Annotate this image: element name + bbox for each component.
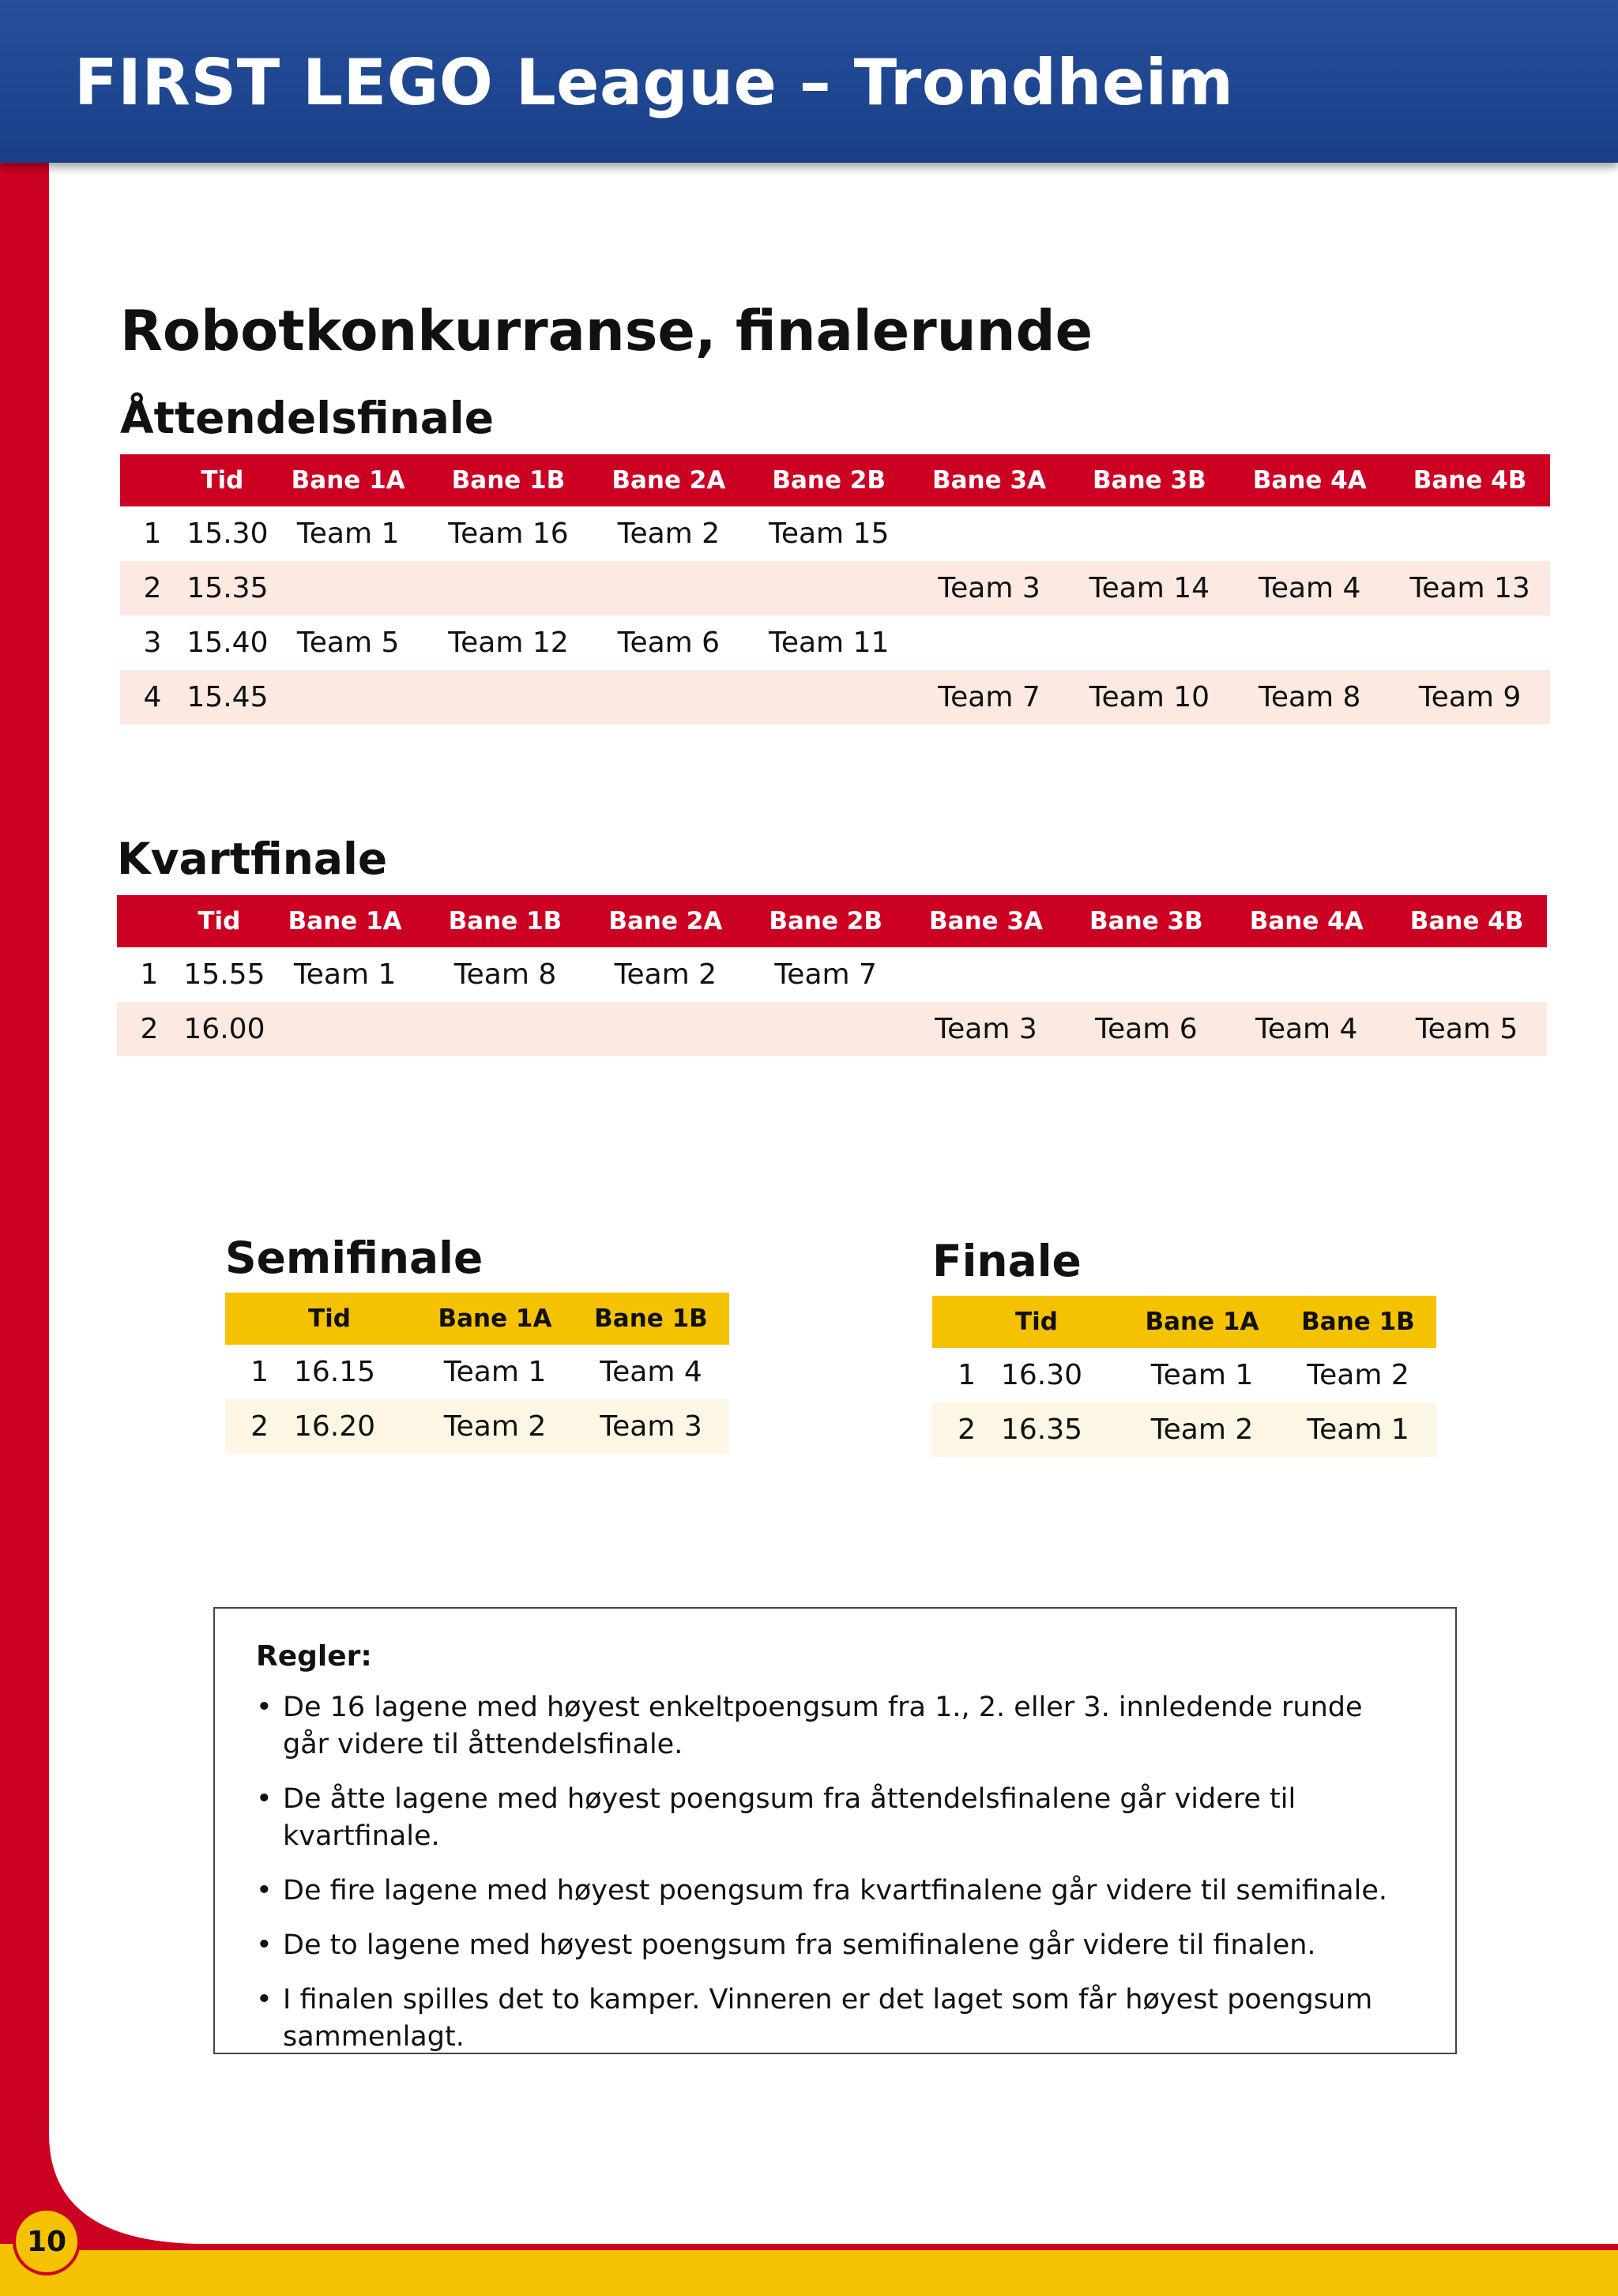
column-header (225, 1293, 277, 1345)
team-cell: Team 16 (448, 518, 569, 550)
team-cell: Team 12 (448, 627, 569, 659)
team-cell (1229, 506, 1390, 561)
row-number: 2 (120, 561, 169, 615)
rule-item: • De åtte lagene med høyest poengsum fra åttendelsfinalene går videre til kvartfinale. (256, 1781, 1394, 1855)
bullet-icon: • (256, 1783, 273, 1815)
team-cell: Team 1 (293, 958, 397, 991)
rule-item: • De to lagene med høyest poengsum fra semifinalene går videre til finalen. (256, 1927, 1394, 1964)
column-header: Bane 3B (1069, 454, 1229, 506)
table-row (120, 506, 1550, 561)
team-cell: Team 1 (1280, 1402, 1436, 1457)
kvartfinale-title: Kvartfinale (117, 834, 388, 884)
team-cell: Team 1 (443, 1356, 547, 1388)
team-cell (428, 561, 589, 615)
column-header: Bane 1B (425, 895, 585, 947)
column-header: Bane 1B (573, 1293, 729, 1345)
column-header: Tid (166, 895, 265, 947)
time-cell: 16.30 (1001, 1359, 1083, 1391)
kvartfinale-table (117, 895, 1547, 1056)
time-cell: 16.20 (277, 1399, 417, 1454)
time-cell: 16.15 (294, 1356, 376, 1388)
team-cell (749, 561, 909, 615)
attendelsfinale-title: Åttendelsfinale (120, 393, 495, 443)
row-number: 3 (143, 627, 162, 659)
column-header (932, 1296, 984, 1348)
team-cell: Team 5 (296, 627, 400, 659)
table-header-row (932, 1296, 1436, 1348)
column-header: Bane 1A (268, 454, 428, 506)
row-number: 2 (225, 1399, 277, 1454)
column-header: Bane 1B (428, 454, 589, 506)
table-row (932, 1348, 1436, 1402)
time-cell: 15.55 (183, 958, 265, 991)
team-cell: Team 6 (1066, 1002, 1226, 1056)
team-cell (585, 1002, 746, 1056)
bullet-icon: • (256, 1984, 273, 2016)
team-cell (589, 670, 749, 725)
rules-list (256, 1689, 1394, 2073)
column-header: Bane 3A (906, 895, 1067, 947)
semifinale-table (225, 1293, 729, 1454)
team-cell: Team 11 (768, 627, 890, 659)
team-cell: Team 2 (1307, 1359, 1409, 1391)
team-cell: Team 14 (1069, 561, 1229, 615)
attendelsfinale-table (120, 454, 1550, 725)
page-title: Robotkonkurranse, finalerunde (120, 299, 1093, 363)
team-cell (909, 615, 1070, 670)
column-header: Bane 3A (909, 454, 1070, 506)
team-cell: Team 4 (1226, 1002, 1387, 1056)
column-header: Bane 2B (749, 454, 909, 506)
page-header (0, 0, 1618, 163)
column-header (120, 454, 169, 506)
table-row (120, 561, 1550, 615)
team-cell (1387, 947, 1547, 1002)
team-cell (1229, 615, 1390, 670)
header-title: FIRST LEGO League – Trondheim (74, 46, 1234, 119)
team-cell: Team 2 (617, 518, 721, 550)
team-cell: Team 2 (614, 958, 717, 991)
team-cell: Team 4 (600, 1356, 702, 1388)
finale-title: Finale (932, 1236, 1082, 1286)
team-cell: Team 2 (1124, 1402, 1280, 1457)
team-cell (268, 561, 428, 615)
team-cell (1390, 615, 1550, 670)
time-cell: 15.30 (186, 518, 269, 550)
team-cell: Team 3 (573, 1399, 729, 1454)
column-header: Tid (984, 1296, 1124, 1348)
table-header-row (120, 454, 1550, 506)
team-cell: Team 1 (1150, 1359, 1254, 1391)
team-cell (425, 1002, 585, 1056)
team-cell: Team 2 (417, 1399, 573, 1454)
team-cell: Team 5 (1387, 1002, 1547, 1056)
column-header: Bane 1A (1124, 1296, 1280, 1348)
column-header: Bane 2B (746, 895, 906, 947)
team-cell: Team 7 (909, 670, 1070, 725)
time-cell: 15.40 (186, 627, 269, 659)
rules-box (213, 1607, 1457, 2054)
table-row (117, 947, 1547, 1002)
team-cell: Team 4 (1229, 561, 1390, 615)
column-header: Bane 4B (1387, 895, 1547, 947)
column-header: Bane 2A (585, 895, 746, 947)
team-cell (1390, 506, 1550, 561)
column-header: Tid (277, 1293, 417, 1345)
team-cell: Team 10 (1069, 670, 1229, 725)
team-cell: Team 6 (617, 627, 721, 659)
team-cell (265, 1002, 425, 1056)
row-number: 4 (120, 670, 169, 725)
page-number: 10 (13, 2208, 81, 2275)
table-row (120, 615, 1550, 670)
semifinale-title: Semifinale (225, 1233, 484, 1283)
rule-item: • De fire lagene med høyest poengsum fra kvartfinalene går videre til semifinale. (256, 1873, 1394, 1910)
column-header: Bane 4A (1229, 454, 1390, 506)
table-header-row (225, 1293, 729, 1345)
bullet-icon: • (256, 1929, 273, 1961)
row-number: 1 (143, 518, 162, 550)
column-header: Bane 1A (265, 895, 425, 947)
team-cell: Team 1 (296, 518, 400, 550)
column-header: Bane 3B (1066, 895, 1226, 947)
table-row (932, 1402, 1436, 1457)
table-row (117, 1002, 1547, 1056)
row-number: 2 (932, 1402, 984, 1457)
team-cell (1069, 506, 1229, 561)
rule-item: • I finalen spilles det to kamper. Vinneren er det laget som får høyest poengsum sammenlagt. (256, 1982, 1394, 2056)
row-number: 1 (250, 1356, 269, 1388)
team-cell (749, 670, 909, 725)
column-header: Bane 2A (589, 454, 749, 506)
row-number: 1 (958, 1359, 976, 1391)
time-cell: 15.35 (169, 561, 268, 615)
side-bar (0, 163, 49, 2296)
team-cell: Team 13 (1390, 561, 1550, 615)
time-cell: 16.35 (984, 1402, 1124, 1457)
bullet-icon: • (256, 1692, 273, 1723)
team-cell (268, 670, 428, 725)
table-row (120, 670, 1550, 725)
table-header-row (117, 895, 1547, 947)
table-row (225, 1399, 729, 1454)
bullet-icon: • (256, 1875, 273, 1906)
bottom-band (0, 2244, 1618, 2296)
team-cell: Team 8 (453, 958, 557, 991)
rule-item: • De 16 lagene med høyest enkeltpoengsum fra 1., 2. eller 3. innledende runde går videre til åttendelsfinale. (256, 1689, 1394, 1763)
team-cell (428, 670, 589, 725)
column-header: Bane 4B (1390, 454, 1550, 506)
finale-table (932, 1296, 1436, 1457)
column-header: Bane 4A (1226, 895, 1387, 947)
time-cell: 15.45 (169, 670, 268, 725)
team-cell (1226, 947, 1387, 1002)
team-cell (1069, 615, 1229, 670)
bottom-stripe (47, 2244, 1618, 2250)
team-cell: Team 3 (906, 1002, 1067, 1056)
column-header: Tid (169, 454, 268, 506)
time-cell: 16.00 (166, 1002, 265, 1056)
team-cell (589, 561, 749, 615)
team-cell: Team 15 (768, 518, 890, 550)
column-header (117, 895, 166, 947)
column-header: Bane 1B (1280, 1296, 1436, 1348)
team-cell (1066, 947, 1226, 1002)
row-number: 2 (117, 1002, 166, 1056)
rules-title: Regler: (256, 1640, 372, 1673)
team-cell (906, 947, 1067, 1002)
table-row (225, 1345, 729, 1399)
team-cell (746, 1002, 906, 1056)
team-cell: Team 7 (774, 958, 877, 991)
team-cell: Team 3 (909, 561, 1070, 615)
row-number: 1 (140, 958, 159, 991)
team-cell: Team 9 (1390, 670, 1550, 725)
team-cell: Team 8 (1229, 670, 1390, 725)
column-header: Bane 1A (417, 1293, 573, 1345)
team-cell (909, 506, 1070, 561)
